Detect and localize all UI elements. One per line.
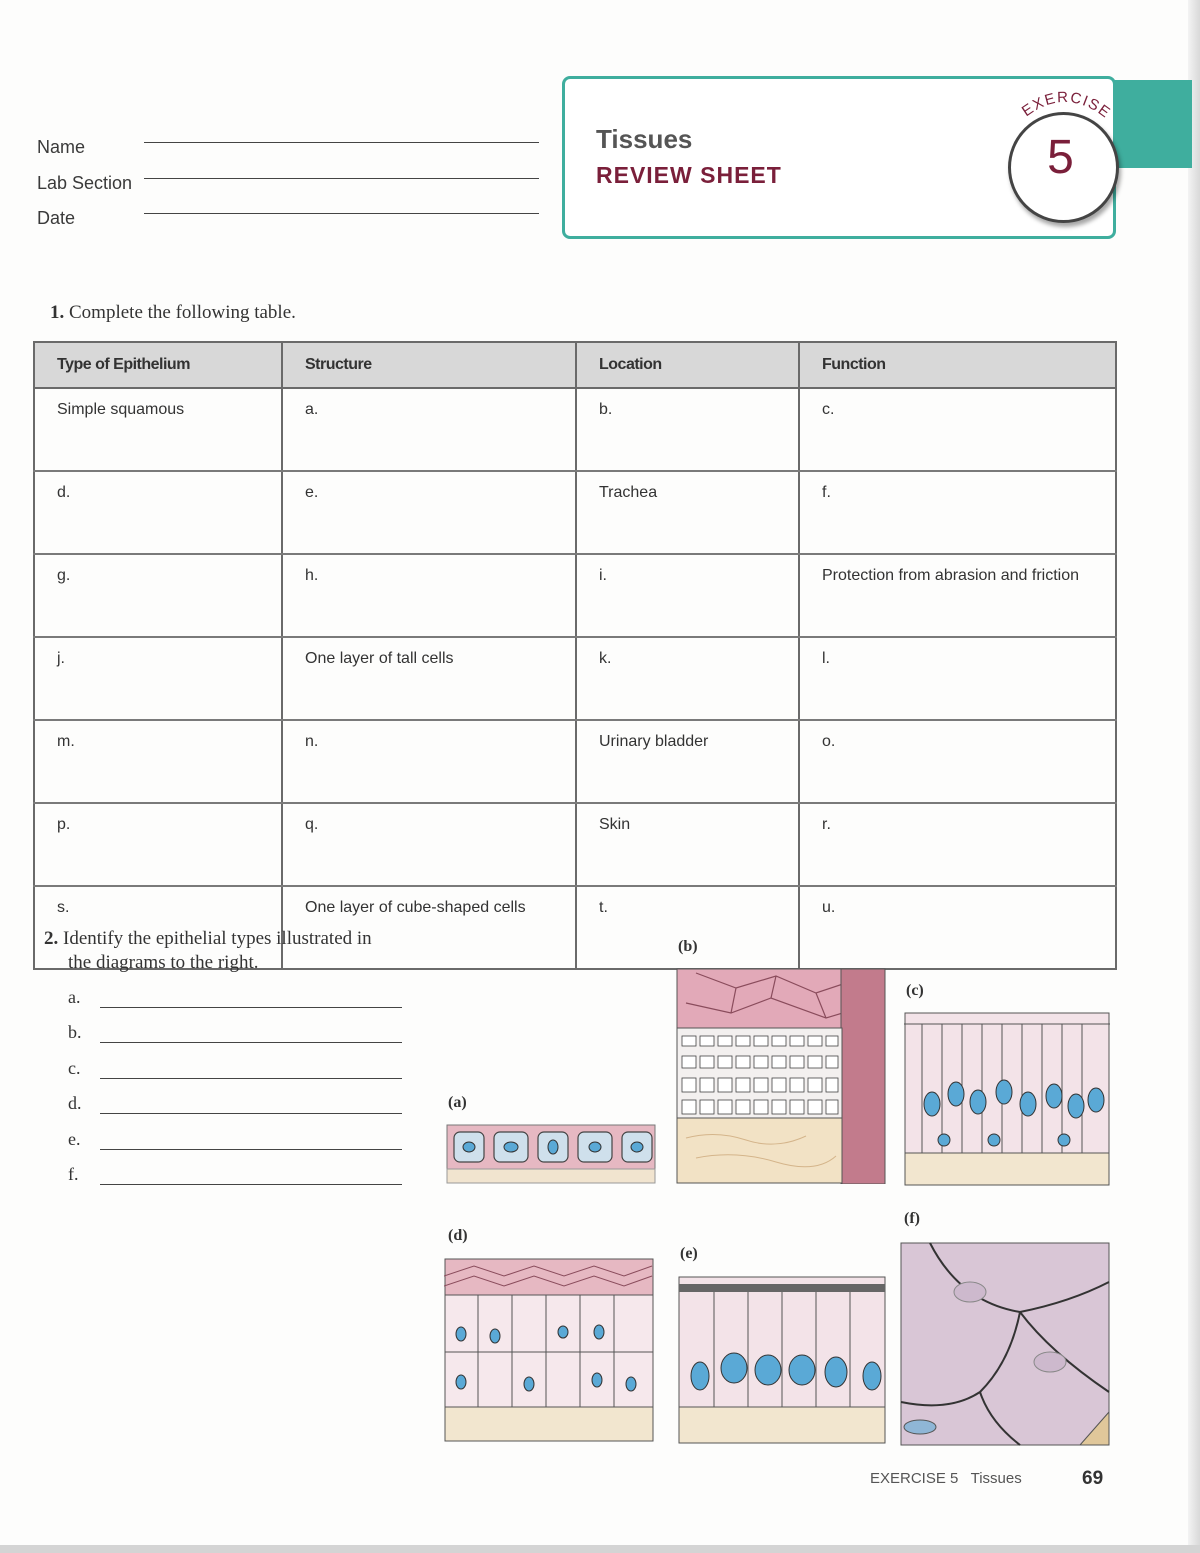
column-header: Structure <box>282 342 576 388</box>
table-cell[interactable]: Urinary bladder <box>576 720 799 803</box>
answer-line-f[interactable] <box>100 1184 402 1185</box>
table-row <box>34 803 1116 886</box>
table-cell[interactable]: Protection from abrasion and friction <box>799 554 1116 637</box>
page-edge-shadow <box>1188 0 1200 1553</box>
page-number: 69 <box>1082 1468 1104 1489</box>
figure-label-f: (f) <box>904 1210 920 1227</box>
figure-e-simple-columnar <box>678 1276 886 1444</box>
exercise-arc-label <box>1010 84 1120 124</box>
question-1 <box>50 302 296 324</box>
table-row <box>34 637 1116 720</box>
column-header: Function <box>799 342 1116 388</box>
question-1-prompt: Complete the following table. <box>69 302 296 323</box>
table-cell[interactable]: j. <box>34 637 282 720</box>
table-cell[interactable]: One layer of cube-shaped cells <box>282 886 576 969</box>
answer-letter: d. <box>68 1093 82 1113</box>
figure-label-a: (a) <box>448 1094 467 1111</box>
table-cell[interactable]: d. <box>34 471 282 554</box>
svg-text:EXERCISE <box>1019 89 1114 122</box>
date-label: Date <box>37 208 76 228</box>
table-row <box>34 720 1116 803</box>
table-cell[interactable]: q. <box>282 803 576 886</box>
figure-f-squamous-surface <box>900 1242 1110 1446</box>
table-row <box>34 471 1116 554</box>
figure-label-e: (e) <box>680 1245 698 1262</box>
figure-b-stratified-squamous <box>676 968 886 1184</box>
table-cell[interactable]: r. <box>799 803 1116 886</box>
table-cell[interactable]: i. <box>576 554 799 637</box>
table-cell[interactable]: o. <box>799 720 1116 803</box>
question-1-number: 1. <box>50 302 65 323</box>
table-cell[interactable]: t. <box>576 886 799 969</box>
name-field[interactable] <box>144 142 539 143</box>
table-cell[interactable]: f. <box>799 471 1116 554</box>
table-cell[interactable]: Trachea <box>576 471 799 554</box>
sheet-title: Tissues <box>596 124 693 154</box>
exercise-number: 5 <box>1047 131 1074 184</box>
column-header: Type of Epithelium <box>34 342 282 388</box>
page-bottom-edge <box>0 1545 1200 1553</box>
lab-section-field[interactable] <box>144 178 539 179</box>
table-cell[interactable]: p. <box>34 803 282 886</box>
answer-letter: c. <box>68 1058 81 1078</box>
figure-d-stratified-cells <box>444 1258 654 1442</box>
question-2-prompt-line2: the diagrams to the right. <box>68 952 259 973</box>
lab-section-label: Lab Section <box>37 173 133 193</box>
answer-line-e[interactable] <box>100 1149 402 1150</box>
table-cell[interactable]: a. <box>282 388 576 471</box>
exercise-tab <box>1110 80 1192 168</box>
answer-line-d[interactable] <box>100 1113 402 1114</box>
question-2 <box>44 927 372 975</box>
table-cell[interactable]: l. <box>799 637 1116 720</box>
table-cell[interactable]: n. <box>282 720 576 803</box>
table-cell[interactable]: s. <box>34 886 282 969</box>
table-cell[interactable]: m. <box>34 720 282 803</box>
answer-letter: a. <box>68 987 81 1007</box>
table-cell[interactable]: Simple squamous <box>34 388 282 471</box>
table-cell[interactable]: k. <box>576 637 799 720</box>
figure-label-c: (c) <box>906 982 924 999</box>
table-row <box>34 554 1116 637</box>
question-2-number: 2. <box>44 928 59 949</box>
table-cell[interactable]: Skin <box>576 803 799 886</box>
table-cell[interactable]: h. <box>282 554 576 637</box>
table-row <box>34 388 1116 471</box>
question-2-prompt-line1: Identify the epithelial types illustrated in <box>63 928 372 949</box>
table-cell[interactable]: e. <box>282 471 576 554</box>
answer-line-a[interactable] <box>100 1007 402 1008</box>
exercise-word: EXERCISE <box>1018 88 1115 122</box>
answer-letter: e. <box>68 1129 81 1149</box>
column-header: Location <box>576 342 799 388</box>
date-field[interactable] <box>144 213 539 214</box>
table-cell[interactable]: c. <box>799 388 1116 471</box>
epithelium-table <box>33 341 1117 970</box>
table-header-row <box>34 342 1116 388</box>
answer-line-c[interactable] <box>100 1078 402 1079</box>
sheet-subtitle: REVIEW SHEET <box>596 162 782 188</box>
table-cell[interactable]: u. <box>799 886 1116 969</box>
figure-c-pseudostratified <box>904 1012 1110 1186</box>
answer-line-b[interactable] <box>100 1042 402 1043</box>
answer-letter: b. <box>68 1022 82 1042</box>
figure-label-d: (d) <box>448 1227 468 1244</box>
table-cell[interactable]: g. <box>34 554 282 637</box>
figure-label-b: (b) <box>678 938 698 955</box>
footer-exercise-title: EXERCISE 5 Tissues <box>870 1470 1022 1487</box>
figure-a-simple-squamous <box>446 1124 656 1184</box>
answer-letter: f. <box>68 1164 79 1184</box>
name-label: Name <box>37 137 86 157</box>
table-cell[interactable]: One layer of tall cells <box>282 637 576 720</box>
table-cell[interactable]: b. <box>576 388 799 471</box>
